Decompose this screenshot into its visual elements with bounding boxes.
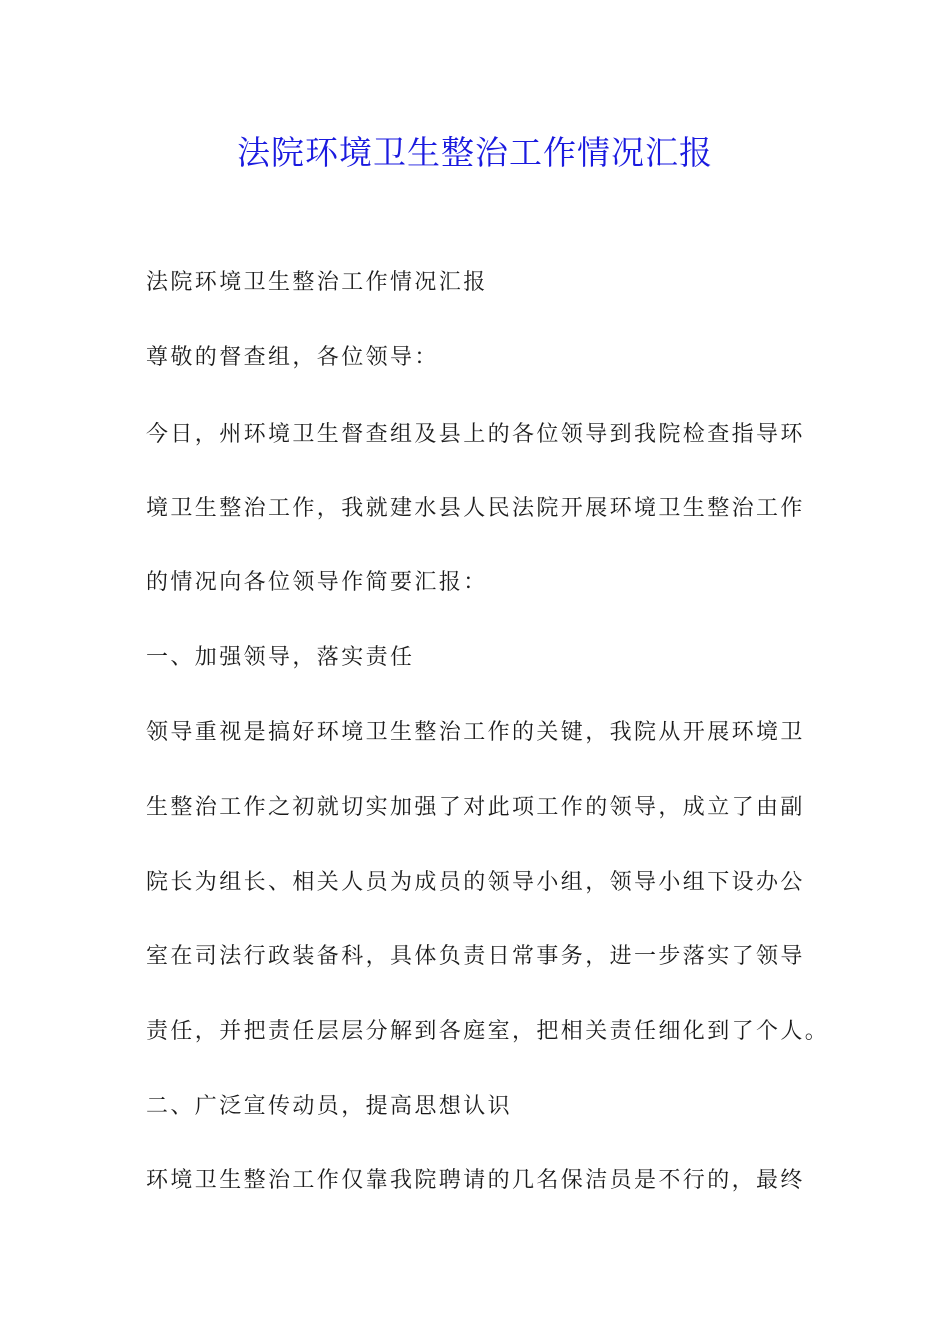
section-heading-1: 一、加强领导，落实责任 <box>146 645 415 670</box>
subtitle-line: 法院环境卫生整治工作情况汇报 <box>146 270 488 295</box>
paragraph-line: 今日，州环境卫生督查组及县上的各位领导到我院检查指导环 <box>146 422 805 447</box>
paragraph-line: 院长为组长、相关人员为成员的领导小组，领导小组下设办公 <box>146 870 805 895</box>
section-heading-2: 二、广泛宣传动员，提高思想认识 <box>146 1094 513 1119</box>
paragraph-line: 境卫生整治工作，我就建水县人民法院开展环境卫生整治工作 <box>146 496 805 521</box>
paragraph-line: 室在司法行政装备科，具体负责日常事务，进一步落实了领导 <box>146 944 805 969</box>
salutation-line: 尊敬的督查组，各位领导： <box>146 345 439 370</box>
paragraph-line: 领导重视是搞好环境卫生整治工作的关键，我院从开展环境卫 <box>146 720 805 745</box>
paragraph-line: 的情况向各位领导作简要汇报： <box>146 570 488 595</box>
document-title: 法院环境卫生整治工作情况汇报 <box>237 133 713 172</box>
paragraph-line: 环境卫生整治工作仅靠我院聘请的几名保洁员是不行的，最终 <box>146 1168 805 1193</box>
paragraph-line: 责任，并把责任层层分解到各庭室，把相关责任细化到了个人。 <box>146 1019 830 1044</box>
paragraph-line: 生整治工作之初就切实加强了对此项工作的领导，成立了由副 <box>146 795 805 820</box>
